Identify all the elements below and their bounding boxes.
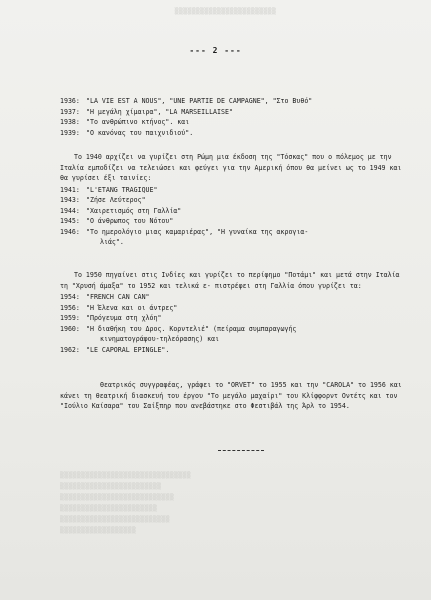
list-item: 1936: "LA VIE EST A NOUS", "UNE PARTIE DE CAMPAGNE", "Στο Βυθό" bbox=[60, 97, 313, 105]
list-item: λιάς". bbox=[100, 238, 124, 246]
filmography-1936-1939 bbox=[60, 96, 410, 138]
list-item: 1954: "FRENCH CAN CAN" bbox=[60, 293, 150, 301]
list-item: 1939: "Ο κανόνας του παιχνιδιού". bbox=[60, 128, 194, 137]
section-divider bbox=[218, 450, 264, 451]
list-item: 1941: "L'ETANG TRAGIQUE" bbox=[60, 185, 158, 194]
list-item: 1937: "Η μεγάλη χίμαιρα", "LA MARSEILLAISE" bbox=[60, 107, 233, 116]
paragraph-theatre: Θεατρικός συγγραφέας, γράφει το "ORVET" το 1955 και την "CAROLA" το 1956 και κάνει τη θεατρική διασκευή του έργου "Το μεγάλο μαχαίρι" του Κλίφφορντ Οντέτς και τον "Ιούλιο Καίσαρα" του Σαίξπηρ που ανεβάστηκε στο Φεστιβάλ της Άρλ το 1954. bbox=[60, 381, 402, 410]
list-item: κινηματογράφου-τηλεόρασης) και bbox=[100, 335, 220, 343]
list-item: 1944: "Χαιρετισμός στη Γαλλία" bbox=[60, 206, 182, 215]
bleed-through-text: ▒▒▒▒▒▒▒▒▒▒▒▒▒▒▒▒▒▒▒▒▒▒▒▒ bbox=[174, 8, 277, 15]
filmography-1941-1946 bbox=[60, 185, 410, 248]
list-item: 1943: "Ζήσε Λεύτερος" bbox=[60, 196, 146, 204]
paragraph-1940: Το 1940 αρχίζει να γυρίζει στη Ρώμη μια έκδοση της "Τόσκας" που ο πόλεμος με την Ιταλία εμποδίζει να τελειώσει και φεύγει για την Αμερική όπου θα μείνει ως το 1949 και θα γυρίσει έξι ταινίες: 1941: "L'ETANG TRAGIQUE" 1943: "Ζήσε Λεύτερος" 1944: "Χαιρετισμός στη Γαλλία" 1945: "Ο άνθρωπος του Νότου" 1946: "Το ημερολόγιο μιας καμαριέρας", "Η γυναίκα της ακρογια- λιάς". bbox=[60, 152, 410, 248]
filmography-1954-1962 bbox=[60, 292, 410, 355]
list-item: 1946: "Το ημερολόγιο μιας καμαριέρας", "Η γυναίκα της ακρογια- bbox=[60, 227, 309, 236]
bleed-through-text: ▒▒▒▒▒▒▒▒▒▒▒▒▒▒▒▒▒▒▒▒▒▒▒▒▒▒▒▒▒▒▒ ▒▒▒▒▒▒▒▒▒▒▒▒▒▒▒▒▒▒▒▒▒▒▒▒ ▒▒▒▒▒▒▒▒▒▒▒▒▒▒▒▒▒▒▒▒▒▒▒▒▒▒▒ ▒▒▒▒▒▒▒▒▒▒▒▒▒▒▒▒▒▒▒▒▒▒▒ ▒▒▒▒▒▒▒▒▒▒▒▒▒▒▒▒▒▒▒▒▒▒▒▒▒▒ ▒▒▒▒▒▒▒▒▒▒▒▒▒▒▒▒▒▒ bbox=[60, 472, 191, 534]
list-item: 1945: "Ο άνθρωπος του Νότου" bbox=[60, 217, 174, 225]
list-item: 1959: "Πρόγευμα στη χλόη" bbox=[60, 314, 162, 322]
page-number: --- 2 --- bbox=[189, 46, 242, 55]
paragraph-1950: Το 1950 πηγαίνει στις Ινδίες και γυρίζει το περίφημο "Ποτάμι" και μετά στην Ιταλία τη "Χρυσή άμαξα" το 1952 και τελικά ε- πιστρέφει στη Γαλλία όπου γυρίζει τα: 1954: "FRENCH CAN CAN" 1956: "Η Έλενα και οι άντρες" 1959: "Πρόγευμα στη χλόη" 1960: "Η διαθήκη του Δρος. Κορντελιέ" (πείραμα συμπαραγωγής κινηματογράφου-τηλεόρασης) και 1962: "LE CAPORAL EPINGLE". bbox=[60, 270, 410, 355]
list-item: 1956: "Η Έλενα και οι άντρες" bbox=[60, 303, 178, 312]
list-item: 1960: "Η διαθήκη του Δρος. Κορντελιέ" (πείραμα συμπαραγωγής bbox=[60, 324, 297, 333]
list-item: 1962: "LE CAPORAL EPINGLE". bbox=[60, 345, 170, 354]
list-item: 1938: "Το ανθρώπινο κτήνος". και bbox=[60, 118, 190, 126]
